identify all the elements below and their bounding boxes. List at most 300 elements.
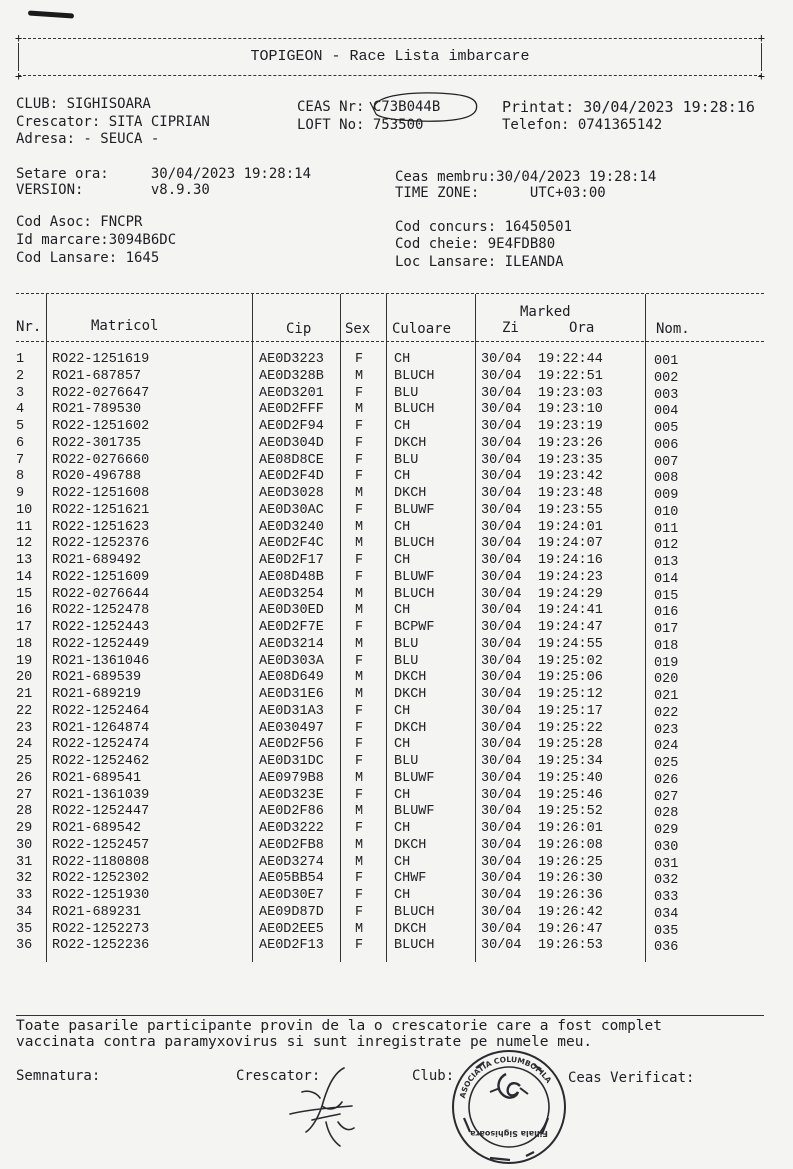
cell-ora: 19:25:28 (538, 737, 603, 753)
cell-nr: 25 (16, 754, 33, 769)
cell-culoare: BLUCH (394, 368, 435, 384)
cell-cip: AE0D3201 (259, 385, 324, 401)
cell-nom: 020 (654, 672, 679, 688)
key-code: Cod cheie: 9E4FDB80 (395, 236, 556, 252)
cell-nr: 18 (16, 636, 33, 652)
cell-nom: 008 (654, 471, 679, 487)
cell-cip: AE0D2F17 (259, 553, 324, 568)
cell-matricol: RO22-0276660 (52, 452, 150, 468)
cell-nom: 034 (654, 906, 679, 922)
cell-matricol: RO22-1252302 (52, 871, 150, 887)
cell-sex: F (355, 620, 364, 635)
cell-ora: 19:24:01 (538, 519, 603, 535)
cell-culoare: CH (394, 519, 411, 535)
club-label: Club: (412, 1068, 455, 1084)
col-divider (46, 294, 47, 962)
header-ora: Ora (569, 320, 595, 336)
cell-sex: M (355, 636, 364, 652)
signature-label: Semnatura: (16, 1068, 101, 1084)
handwritten-signature (282, 1062, 372, 1152)
cell-nr: 8 (16, 469, 25, 485)
cell-culoare: CH (394, 737, 411, 753)
cell-ora: 19:24:07 (538, 536, 603, 552)
cell-sex: F (355, 703, 364, 719)
cell-zi: 30/04 (481, 469, 522, 485)
corner-mark: + (757, 31, 765, 45)
cell-sex: F (355, 720, 364, 736)
stamp-inner-text: Filiala Sighisoara (470, 1129, 548, 1138)
cell-nom: 030 (654, 839, 679, 855)
cell-nr: 11 (16, 519, 33, 535)
cell-sex: F (355, 787, 364, 803)
cell-zi: 30/04 (481, 519, 522, 535)
cell-ora: 19:24:41 (538, 603, 603, 619)
cell-matricol: RO22-1251623 (52, 519, 150, 535)
cell-ora: 19:23:42 (538, 469, 603, 485)
cell-zi: 30/04 (481, 352, 522, 367)
club-stamp (450, 1048, 568, 1166)
cell-ora: 19:26:53 (538, 938, 603, 954)
cell-nr: 29 (16, 821, 33, 836)
cell-cip: AE0D30AC (259, 502, 324, 518)
cell-culoare: BCPWF (394, 620, 435, 635)
cell-zi: 30/04 (481, 419, 522, 434)
clock-verified-label: Ceas Verificat: (568, 1070, 695, 1086)
cell-ora: 19:25:40 (538, 770, 603, 786)
cell-sex: F (355, 938, 364, 954)
cell-zi: 30/04 (481, 452, 522, 468)
cell-matricol: RO21-689219 (52, 687, 142, 702)
cell-ora: 19:24:55 (538, 636, 603, 652)
cell-zi: 30/04 (481, 486, 522, 501)
cell-sex: M (355, 486, 364, 501)
cell-matricol: RO21-689231 (52, 904, 142, 920)
loft-number: LOFT No: 753500 (297, 117, 424, 133)
cell-matricol: RO21-789530 (52, 402, 142, 418)
cell-cip: AE0D3254 (259, 586, 324, 602)
cell-culoare: BLUCH (394, 938, 435, 954)
cell-cip: AE09D87D (259, 904, 324, 920)
header-marked: Marked (520, 304, 571, 320)
cell-zi: 30/04 (481, 402, 522, 418)
contest-code: Cod concurs: 16450501 (395, 219, 573, 235)
cell-zi: 30/04 (481, 821, 522, 836)
cell-sex: F (355, 452, 364, 468)
cell-ora: 19:24:23 (538, 569, 603, 585)
col-divider (386, 294, 387, 962)
version: VERSION: v8.9.30 (16, 182, 210, 198)
cell-cip: AE0D31A3 (259, 703, 324, 719)
cell-nr: 3 (16, 385, 25, 401)
cell-cip: AE0D2F7E (259, 620, 324, 635)
cell-nom: 036 (654, 940, 679, 956)
cell-ora: 19:23:48 (538, 486, 603, 501)
cell-nr: 33 (16, 888, 33, 903)
corner-mark: + (15, 31, 23, 45)
release-code: Cod Lansare: 1645 (16, 250, 160, 266)
cell-cip: AE05BB54 (259, 871, 324, 887)
header-banner (15, 31, 765, 83)
cell-nom: 022 (654, 705, 679, 721)
cell-zi: 30/04 (481, 670, 522, 686)
cell-culoare: CHWF (394, 871, 427, 887)
cell-zi: 30/04 (481, 737, 522, 753)
cell-zi: 30/04 (481, 586, 522, 602)
cell-matricol: RO21-689539 (52, 670, 142, 686)
cell-nom: 019 (654, 655, 679, 671)
cell-culoare: DKCH (394, 687, 427, 702)
cell-sex: M (355, 586, 364, 602)
col-divider (340, 294, 341, 962)
cell-matricol: RO22-1252457 (52, 837, 150, 853)
header-zi: Zi (502, 320, 519, 336)
cell-matricol: RO22-301735 (52, 435, 142, 451)
cell-sex: M (355, 402, 364, 418)
cell-ora: 19:23:19 (538, 419, 603, 434)
cell-culoare: BLU (394, 754, 419, 769)
cell-ora: 19:26:25 (538, 854, 603, 870)
header-nom: Nom. (656, 321, 690, 337)
cell-ora: 19:25:52 (538, 804, 603, 820)
cell-matricol: RO22-1251621 (52, 502, 150, 518)
cell-ora: 19:25:12 (538, 687, 603, 702)
cell-cip: AE0D3223 (259, 352, 324, 367)
header-matricol: Matricol (91, 318, 159, 334)
cell-nr: 22 (16, 703, 33, 719)
cell-ora: 19:26:30 (538, 871, 603, 887)
cell-zi: 30/04 (481, 620, 522, 635)
cell-sex: F (355, 871, 364, 887)
cell-nr: 19 (16, 653, 33, 669)
cell-ora: 19:25:34 (538, 754, 603, 769)
cell-culoare: BLU (394, 636, 419, 652)
cell-cip: AE0D2F86 (259, 804, 324, 820)
statement-line-2: vaccinata contra paramyxovirus si sunt inregistrate pe numele meu. (16, 1034, 593, 1050)
cell-nom: 009 (654, 488, 679, 503)
cell-culoare: CH (394, 469, 411, 485)
cell-nom: 004 (654, 404, 679, 420)
cell-culoare: CH (394, 352, 411, 367)
cell-ora: 19:26:08 (538, 837, 603, 853)
cell-nom: 028 (654, 806, 679, 822)
cell-zi: 30/04 (481, 703, 522, 719)
col-divider (475, 294, 476, 962)
cell-zi: 30/04 (481, 804, 522, 820)
cell-culoare: BLU (394, 452, 419, 468)
cell-matricol: RO22-1251609 (52, 569, 150, 585)
cell-culoare: BLUWF (394, 770, 435, 786)
cell-matricol: RO22-1252462 (52, 754, 150, 769)
cell-ora: 19:22:51 (538, 368, 603, 384)
cell-zi: 30/04 (481, 871, 522, 887)
cell-matricol: RO22-1251608 (52, 486, 150, 501)
cell-matricol: RO22-1252464 (52, 703, 150, 719)
cell-cip: AE08D649 (259, 670, 324, 686)
cell-cip: AE0D2F4D (259, 469, 324, 485)
cell-cip: AE0D2FB8 (259, 837, 324, 853)
cell-cip: AE0D303A (259, 653, 324, 669)
cell-nom: 006 (654, 437, 679, 453)
scan-mark (28, 10, 74, 18)
cell-culoare: DKCH (394, 486, 427, 501)
cell-nr: 5 (16, 419, 25, 434)
cell-sex: M (355, 837, 364, 853)
cell-cip: AE0D3274 (259, 854, 324, 870)
cell-culoare: CH (394, 603, 411, 619)
cell-culoare: DKCH (394, 837, 427, 853)
cell-nr: 6 (16, 435, 25, 451)
cell-matricol: RO21-1264874 (52, 720, 150, 736)
cell-nr: 10 (16, 502, 33, 518)
table-header-rule (16, 341, 764, 342)
cell-nr: 32 (16, 871, 33, 887)
cell-nom: 025 (654, 756, 679, 771)
cell-matricol: RO22-1252449 (52, 636, 150, 652)
cell-sex: M (355, 670, 364, 686)
cell-sex: F (355, 553, 364, 568)
cell-sex: F (355, 435, 364, 451)
header-nr: Nr. (16, 319, 42, 335)
cell-sex: F (355, 469, 364, 485)
cell-zi: 30/04 (481, 653, 522, 669)
cell-sex: M (355, 687, 364, 702)
cell-sex: M (355, 536, 364, 552)
corner-mark: + (757, 69, 765, 83)
cell-culoare: BLUCH (394, 586, 435, 602)
cell-cip: AE0D2FFF (259, 402, 324, 418)
assoc-code: Cod Asoc: FNCPR (16, 214, 143, 230)
cell-ora: 19:25:06 (538, 670, 603, 686)
cell-matricol: RO22-1252447 (52, 804, 150, 820)
cell-nom: 013 (654, 555, 679, 570)
cell-zi: 30/04 (481, 368, 522, 384)
breeder-name: Crescator: SITA CIPRIAN (16, 114, 210, 130)
cell-nr: 2 (16, 368, 25, 384)
cell-matricol: RO22-1251602 (52, 419, 150, 434)
cell-nr: 24 (16, 737, 33, 753)
cell-ora: 19:25:02 (538, 653, 603, 669)
cell-matricol: RO21-1361039 (52, 787, 150, 803)
cell-nom: 007 (654, 454, 679, 470)
cell-sex: M (355, 804, 364, 820)
cell-matricol: RO21-689542 (52, 821, 142, 836)
cell-zi: 30/04 (481, 770, 522, 786)
cell-ora: 19:23:03 (538, 385, 603, 401)
cell-nr: 21 (16, 687, 33, 702)
cell-zi: 30/04 (481, 787, 522, 803)
col-divider (252, 294, 253, 962)
cell-nom: 024 (654, 739, 679, 755)
cell-nom: 002 (654, 370, 679, 386)
cell-nom: 011 (654, 521, 679, 537)
cell-culoare: CH (394, 888, 411, 903)
cell-zi: 30/04 (481, 687, 522, 702)
cell-nom: 017 (654, 622, 679, 637)
cell-nr: 31 (16, 854, 33, 870)
cell-nr: 1 (16, 352, 25, 367)
cell-cip: AE08D48B (259, 569, 324, 585)
cell-culoare: DKCH (394, 435, 427, 451)
cell-sex: F (355, 419, 364, 434)
cell-ora: 19:23:10 (538, 402, 603, 418)
address: Adresa: - SEUCA - (16, 131, 160, 147)
cell-cip: AE0D3214 (259, 636, 324, 652)
cell-nom: 033 (654, 890, 679, 905)
cell-cip: AE0D30ED (259, 603, 324, 619)
cell-cip: AE0D30E7 (259, 888, 324, 903)
cell-matricol: RO22-1252236 (52, 938, 150, 954)
cell-culoare: BLUWF (394, 502, 435, 518)
cell-sex: M (355, 519, 364, 535)
table-top-rule (16, 293, 764, 294)
cell-zi: 30/04 (481, 754, 522, 769)
page-title: TOPIGEON - Race Lista imbarcare (250, 48, 530, 65)
cell-culoare: CH (394, 787, 411, 803)
cell-cip: AE0D323E (259, 787, 324, 803)
cell-zi: 30/04 (481, 536, 522, 552)
cell-ora: 19:25:17 (538, 703, 603, 719)
cell-nom: 014 (654, 571, 679, 587)
header-culoare: Culoare (392, 321, 452, 337)
footer-rule (16, 1015, 764, 1016)
cell-sex: F (355, 754, 364, 769)
cell-matricol: RO21-689541 (52, 770, 142, 786)
cell-nom: 023 (654, 722, 679, 738)
cell-ora: 19:23:55 (538, 502, 603, 518)
cell-matricol: RO22-1252376 (52, 536, 150, 552)
col-divider (645, 294, 646, 962)
cell-nom: 005 (654, 421, 679, 436)
cell-sex: M (355, 921, 364, 937)
cell-nr: 4 (16, 402, 25, 418)
cell-nom: 031 (654, 856, 679, 872)
cell-ora: 19:23:35 (538, 452, 603, 468)
cell-nr: 20 (16, 670, 33, 686)
cell-sex: F (355, 352, 364, 367)
member-clock: Ceas membru:30/04/2023 19:28:14 (395, 169, 657, 185)
cell-cip: AE0979B8 (259, 770, 324, 786)
clock-number: CEAS Nr: C73B044B (297, 99, 441, 115)
marking-id: Id marcare:3094B6DC (16, 232, 177, 248)
cell-sex: M (355, 368, 364, 384)
cell-matricol: RO22-1251930 (52, 888, 150, 903)
cell-culoare: BLUCH (394, 536, 435, 552)
cell-sex: F (355, 737, 364, 753)
cell-nr: 23 (16, 720, 33, 736)
cell-ora: 19:22:44 (538, 352, 603, 367)
cell-cip: AE0D2F56 (259, 737, 324, 753)
cell-ora: 19:23:26 (538, 435, 603, 451)
printed-date: Printat: 30/04/2023 19:28:16 (502, 98, 755, 116)
cell-zi: 30/04 (481, 385, 522, 401)
cell-nr: 14 (16, 569, 33, 585)
cell-culoare: CH (394, 553, 411, 568)
time-zone: TIME ZONE: UTC+03:00 (395, 185, 606, 201)
cell-zi: 30/04 (481, 636, 522, 652)
cell-ora: 19:24:16 (538, 553, 603, 568)
cell-ora: 19:25:22 (538, 720, 603, 736)
cell-cip: AE0D31E6 (259, 687, 324, 702)
cell-sex: F (355, 821, 364, 836)
cell-zi: 30/04 (481, 888, 522, 903)
header-cip: Cip (286, 321, 312, 337)
cell-culoare: BLU (394, 385, 419, 401)
cell-cip: AE08D8CE (259, 452, 324, 468)
cell-nom: 016 (654, 605, 679, 621)
cell-cip: AE0D328B (259, 368, 324, 384)
cell-culoare: CH (394, 821, 411, 836)
cell-nr: 34 (16, 904, 33, 920)
breeder-label: Crescator: (236, 1068, 321, 1084)
cell-matricol: RO21-689492 (52, 553, 142, 568)
cell-matricol: RO22-0276647 (52, 385, 150, 401)
corner-mark: + (15, 69, 23, 83)
cell-sex: F (355, 385, 364, 401)
cell-culoare: BLUCH (394, 904, 435, 920)
cell-nom: 032 (654, 873, 679, 889)
cell-nom: 021 (654, 689, 679, 704)
cell-zi: 30/04 (481, 603, 522, 619)
cell-culoare: BLUCH (394, 402, 435, 418)
cell-sex: F (355, 888, 364, 903)
cell-culoare: DKCH (394, 670, 427, 686)
cell-zi: 30/04 (481, 720, 522, 736)
statement-line-1: Toate pasarile participante provin de la o crescatorie care a fost complet (16, 1018, 663, 1034)
cell-nr: 17 (16, 620, 33, 635)
cell-zi: 30/04 (481, 837, 522, 853)
cell-cip: AE0D2F4C (259, 536, 324, 552)
cell-cip: AE0D3222 (259, 821, 324, 836)
cell-cip: AE0D2EE5 (259, 921, 324, 937)
setting-time: Setare ora: 30/04/2023 19:28:14 (16, 166, 312, 182)
phone: Telefon: 0741365142 (502, 117, 663, 133)
cell-sex: M (355, 854, 364, 870)
cell-cip: AE0D2F94 (259, 419, 324, 434)
cell-ora: 19:24:47 (538, 620, 603, 635)
cell-nr: 13 (16, 553, 33, 568)
cell-nom: 029 (654, 823, 679, 838)
cell-culoare: BLUWF (394, 569, 435, 585)
cell-nom: 027 (654, 789, 679, 805)
cell-ora: 19:26:47 (538, 921, 603, 937)
cell-matricol: RO22-1251619 (52, 352, 150, 367)
stamp-outer-text: ASOCIATIA COLUMBOFILA (457, 1054, 554, 1100)
cell-zi: 30/04 (481, 502, 522, 518)
cell-zi: 30/04 (481, 854, 522, 870)
cell-nr: 35 (16, 921, 33, 937)
cell-cip: AE0D2F13 (259, 938, 324, 954)
cell-culoare: DKCH (394, 720, 427, 736)
cell-nr: 15 (16, 586, 33, 602)
cell-culoare: CH (394, 419, 411, 434)
cell-zi: 30/04 (481, 435, 522, 451)
cell-ora: 19:25:46 (538, 787, 603, 803)
cell-zi: 30/04 (481, 904, 522, 920)
header-sex: Sex (345, 321, 371, 337)
cell-nom: 035 (654, 923, 679, 939)
cell-ora: 19:26:01 (538, 821, 603, 836)
cell-nom: 003 (654, 387, 679, 403)
cell-sex: M (355, 603, 364, 619)
cell-cip: AE030497 (259, 720, 324, 736)
cell-cip: AE0D3028 (259, 486, 324, 501)
cell-matricol: RO22-1252478 (52, 603, 150, 619)
cell-nr: 7 (16, 452, 25, 468)
cell-nr: 30 (16, 837, 33, 853)
cell-matricol: RO22-1252474 (52, 737, 150, 753)
cell-sex: F (355, 502, 364, 518)
cell-culoare: DKCH (394, 921, 427, 937)
